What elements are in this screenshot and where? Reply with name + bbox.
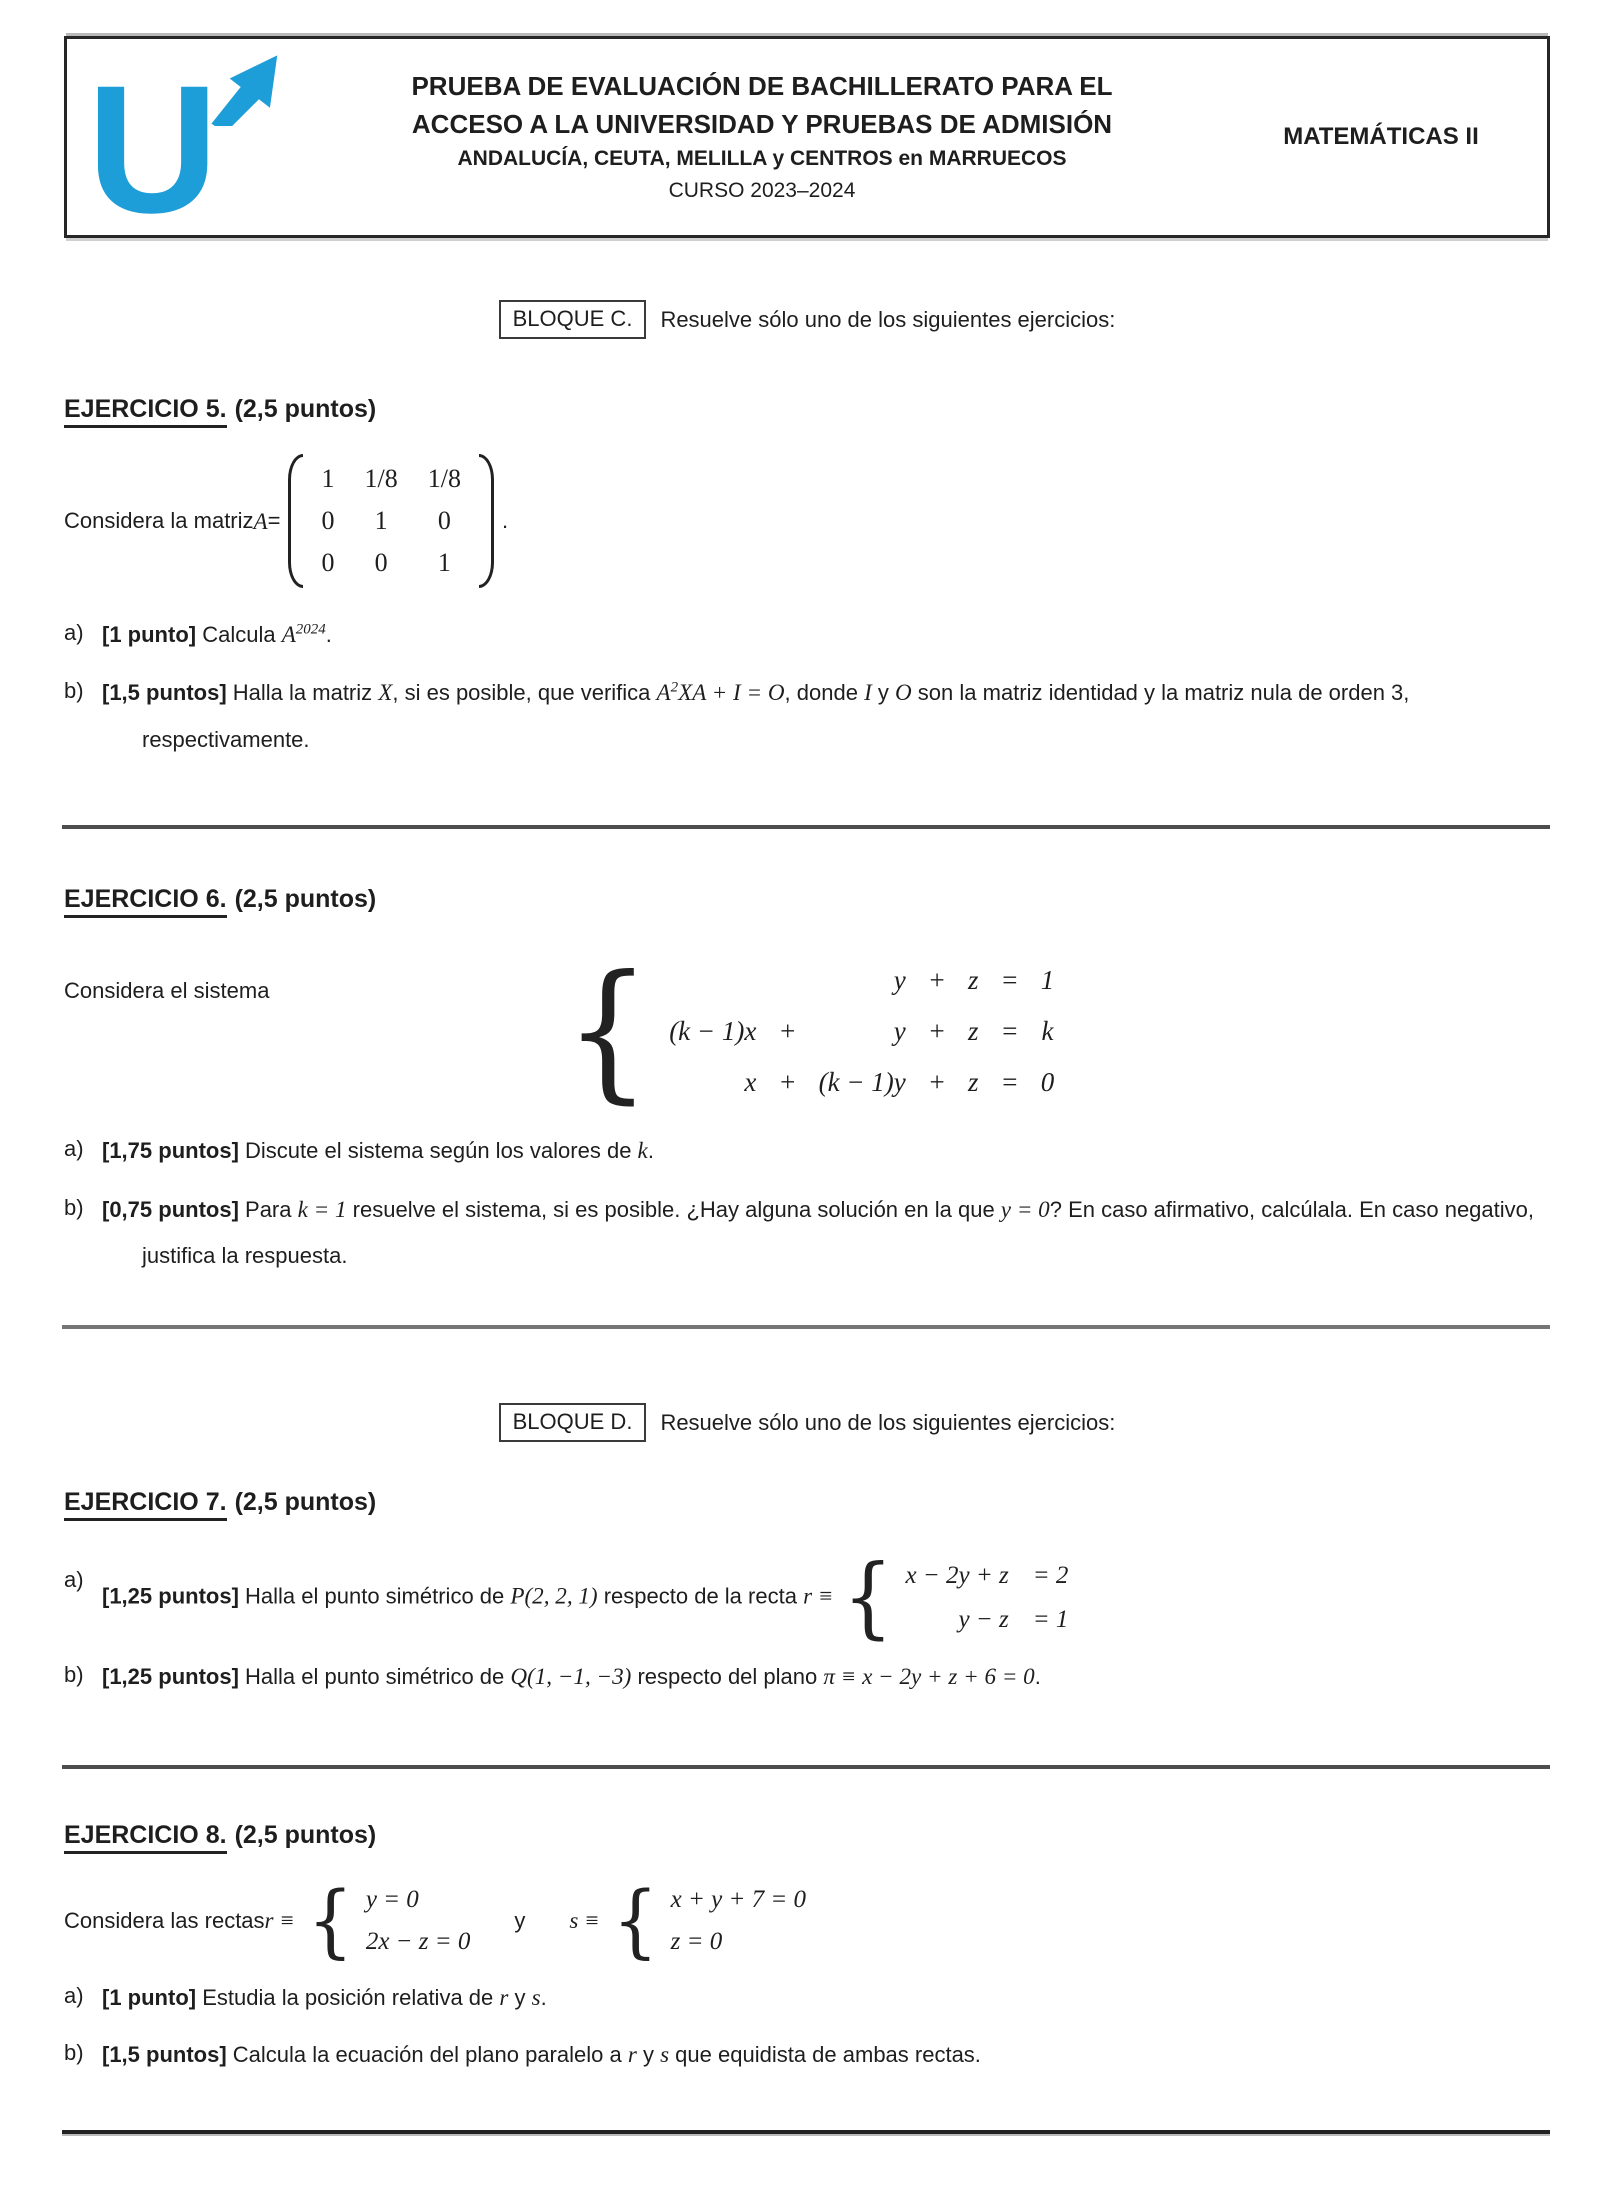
system-cell: z bbox=[968, 964, 979, 995]
item-body bbox=[102, 668, 1550, 763]
system-cell: y bbox=[893, 964, 906, 995]
statement-text: Considera el sistema bbox=[64, 978, 270, 1004]
item-text: Halla el punto simétrico de bbox=[245, 1664, 511, 1690]
math-var: r ≡ bbox=[803, 1582, 834, 1609]
item-points: [1 punto] bbox=[102, 1985, 203, 2011]
system-brace: { bbox=[612, 1873, 659, 1967]
system-grid bbox=[906, 1562, 1069, 1633]
exercise-8-item-b bbox=[64, 2030, 1550, 2078]
math-var: r bbox=[627, 2040, 637, 2067]
math-var: k bbox=[637, 1137, 648, 1164]
math-expression: XA + I = O bbox=[678, 679, 785, 706]
exercise-6-item-a bbox=[64, 1126, 1550, 1174]
matrix-cell: 1 bbox=[437, 548, 451, 577]
item-body bbox=[102, 1126, 1550, 1174]
system-cell: (k − 1)y bbox=[818, 1066, 906, 1097]
item-text: Estudia la posición relativa de bbox=[202, 1985, 500, 2011]
bloque-c-instruction: Resuelve sólo uno de los siguientes ejercicios: bbox=[660, 306, 1116, 332]
line-r-system bbox=[840, 1545, 1069, 1649]
matrix-cell: 0 bbox=[437, 506, 451, 535]
system-grid bbox=[671, 1886, 806, 1955]
item-text: . bbox=[647, 1138, 654, 1164]
item-points: [1,25 puntos] bbox=[102, 1664, 246, 1690]
exercise-8-item-a bbox=[64, 1973, 1550, 2021]
matrix-cell: 1/8 bbox=[427, 464, 461, 493]
math-var: s bbox=[531, 1984, 541, 2011]
logo-u-letter: U bbox=[87, 47, 215, 251]
system-cell: 2x − z = 0 bbox=[365, 1927, 471, 1955]
math-var: X bbox=[378, 679, 393, 706]
system-cell: z bbox=[968, 1066, 979, 1097]
item-label: a) bbox=[64, 1567, 84, 1593]
item-points: [1,75 puntos] bbox=[102, 1138, 246, 1164]
matrix-grid bbox=[303, 454, 478, 588]
exam-title-line-3: ANDALUCÍA, CEUTA, MELILLA y CENTROS en MARRUECOS bbox=[457, 147, 1067, 171]
item-text: . bbox=[1034, 1664, 1041, 1690]
system-grid bbox=[669, 965, 1054, 1098]
exercise-7-heading bbox=[64, 1488, 1550, 1517]
exercise-8-points: (2,5 puntos) bbox=[234, 1820, 377, 1849]
item-text: respecto de la recta bbox=[597, 1583, 804, 1609]
system-cell: z bbox=[968, 1015, 979, 1046]
item-points: [1,25 puntos] bbox=[102, 1583, 246, 1609]
item-body bbox=[102, 1185, 1550, 1280]
item-text: , si es posible, que verifica bbox=[392, 680, 657, 706]
item-text: ? En caso afirmativo, calcúlala. En caso negativo, justifica la respuesta. bbox=[142, 1196, 1534, 1269]
bloque-c-line bbox=[64, 300, 1550, 339]
math-exponent: 2 bbox=[670, 680, 679, 697]
exercise-6-title: EJERCICIO 6. bbox=[64, 885, 227, 918]
university-logo bbox=[81, 46, 293, 251]
exercise-6-item-b bbox=[64, 1185, 1550, 1280]
logo-arrow-icon bbox=[209, 48, 287, 126]
exercise-7-points: (2,5 puntos) bbox=[234, 1488, 377, 1517]
matrix-paren-left bbox=[288, 454, 303, 588]
exercise-6-statement bbox=[64, 944, 1550, 1119]
exam-title-line-1: PRUEBA DE EVALUACIÓN DE BACHILLERATO PARA EL bbox=[411, 70, 1113, 101]
system-brace: { bbox=[564, 944, 651, 1119]
math-var: s bbox=[660, 2040, 670, 2067]
exercise-7-item-a bbox=[64, 1545, 1550, 1649]
system-cell: y − z bbox=[958, 1605, 1009, 1633]
item-body bbox=[102, 1973, 1550, 2021]
exercise-5-title: EJERCICIO 5. bbox=[64, 395, 227, 428]
conjunction-text: y bbox=[514, 1907, 526, 1933]
statement-text: Considera las rectas bbox=[64, 1907, 265, 1933]
item-text: Halla el punto simétrico de bbox=[245, 1583, 511, 1609]
statement-text: Considera la matriz bbox=[64, 508, 254, 533]
math-var: r bbox=[499, 1984, 509, 2011]
item-body bbox=[102, 1545, 1550, 1649]
item-label: b) bbox=[64, 1194, 84, 1220]
exercise-8-heading bbox=[64, 1821, 1550, 1850]
math-var: r ≡ bbox=[264, 1907, 295, 1934]
item-label: a) bbox=[64, 1136, 84, 1162]
system-cell: 0 bbox=[1040, 1066, 1055, 1097]
matrix-a bbox=[288, 454, 493, 588]
exercise-8-title: EJERCICIO 8. bbox=[64, 1821, 227, 1854]
math-var: s ≡ bbox=[569, 1907, 600, 1934]
system-cell: + bbox=[927, 964, 946, 995]
item-text: y bbox=[871, 680, 895, 706]
system-cell: + bbox=[927, 1066, 946, 1097]
exercise-7-item-b bbox=[64, 1652, 1550, 1700]
exercise-6-points: (2,5 puntos) bbox=[234, 885, 377, 914]
item-text: , donde bbox=[784, 680, 865, 706]
line-r-system bbox=[305, 1873, 471, 1967]
system-cell: = 1 bbox=[1032, 1605, 1069, 1633]
item-label: b) bbox=[64, 678, 84, 704]
math-var: O bbox=[895, 679, 912, 706]
exercise-7-title: EJERCICIO 7. bbox=[64, 1488, 227, 1521]
math-expression: y = 0 bbox=[1000, 1195, 1050, 1222]
system-cell: = 2 bbox=[1032, 1562, 1069, 1590]
system-cell: z = 0 bbox=[670, 1927, 723, 1955]
system-cell: = bbox=[1000, 1015, 1019, 1046]
item-text: . bbox=[540, 1985, 547, 2011]
exam-title-line-2: ACCESO A LA UNIVERSIDAD Y PRUEBAS DE ADMISIÓN bbox=[411, 108, 1113, 139]
item-points: [1,5 puntos] bbox=[102, 680, 233, 706]
page-bottom-rule bbox=[62, 2130, 1550, 2134]
item-text: y bbox=[636, 2041, 661, 2067]
item-text: . bbox=[325, 622, 332, 647]
item-text: son la matriz identidad y la matriz nula de orden 3, respectivamente. bbox=[142, 680, 1410, 752]
item-text: Halla la matriz bbox=[232, 680, 379, 706]
exercise-6-heading bbox=[64, 885, 1550, 914]
item-text: Calcula la ecuación del plano paralelo a bbox=[232, 2041, 628, 2067]
system-brace: { bbox=[307, 1873, 354, 1967]
matrix-cell: 1 bbox=[321, 464, 335, 493]
system-cell: y = 0 bbox=[365, 1886, 419, 1914]
math-expression: π ≡ x − 2y + z + 6 = 0 bbox=[823, 1663, 1035, 1690]
math-base: A bbox=[281, 621, 296, 647]
system-cell: 1 bbox=[1040, 964, 1055, 995]
item-label: b) bbox=[64, 2039, 84, 2065]
item-text: y bbox=[508, 1985, 532, 2011]
math-base: A bbox=[656, 679, 671, 706]
matrix-cell: 1 bbox=[374, 506, 388, 535]
system-cell: k bbox=[1041, 1015, 1054, 1046]
system-cell: x bbox=[744, 1066, 757, 1097]
math-exponent: 2024 bbox=[295, 621, 326, 638]
system-cell: = bbox=[1000, 1066, 1019, 1097]
system-cell: (k − 1)x bbox=[669, 1015, 757, 1046]
exam-title-block bbox=[293, 68, 1241, 206]
system-cell: + bbox=[778, 1015, 797, 1046]
subject-title: MATEMÁTICAS II bbox=[1283, 123, 1479, 150]
bloque-d-instruction: Resuelve sólo uno de los siguientes ejercicios: bbox=[660, 1409, 1116, 1435]
math-point: Q(1, −1, −3) bbox=[510, 1663, 632, 1690]
item-text: Discute el sistema según los valores de bbox=[245, 1138, 638, 1164]
section-divider bbox=[62, 1765, 1550, 1769]
system-cell: = bbox=[1000, 964, 1019, 995]
system-cell: x − 2y + z bbox=[905, 1562, 1009, 1590]
matrix-variable: A bbox=[253, 507, 268, 534]
matrix-cell: 0 bbox=[321, 506, 335, 535]
math-point: P(2, 2, 1) bbox=[510, 1582, 598, 1609]
equals-sign: = bbox=[267, 508, 281, 533]
item-body bbox=[102, 1652, 1550, 1700]
matrix-cell: 0 bbox=[321, 548, 335, 577]
item-body bbox=[102, 610, 1550, 658]
item-text: resuelve el sistema, si es posible. ¿Hay alguna solución en la que bbox=[346, 1196, 1001, 1222]
system-cell: x + y + 7 = 0 bbox=[670, 1886, 806, 1914]
math-expression: k = 1 bbox=[297, 1195, 347, 1222]
item-points: [1,5 puntos] bbox=[102, 2041, 233, 2067]
exercise-5-heading bbox=[64, 395, 1550, 424]
item-label: a) bbox=[64, 1983, 84, 2009]
bloque-d-line bbox=[64, 1403, 1550, 1442]
item-label: a) bbox=[64, 620, 84, 645]
system-grid bbox=[366, 1886, 471, 1955]
item-text: Calcula bbox=[202, 622, 282, 647]
system-cell: y bbox=[893, 1015, 906, 1046]
item-text: que equidista de ambas rectas. bbox=[669, 2041, 981, 2067]
equation-system bbox=[560, 944, 1055, 1119]
item-text: respecto del plano bbox=[631, 1664, 824, 1690]
exam-title-line-4: CURSO 2023–2024 bbox=[668, 178, 856, 202]
bloque-c-label: BLOQUE C. bbox=[499, 300, 647, 339]
item-text: Para bbox=[245, 1196, 298, 1222]
statement-period: . bbox=[501, 508, 509, 533]
matrix-cell: 0 bbox=[374, 548, 388, 577]
item-points: [0,75 puntos] bbox=[102, 1196, 246, 1222]
item-body bbox=[102, 2030, 1550, 2078]
system-cell: + bbox=[927, 1015, 946, 1046]
exercise-5-points: (2,5 puntos) bbox=[234, 395, 377, 423]
system-brace: { bbox=[842, 1545, 893, 1649]
exercise-8-statement bbox=[64, 1873, 1550, 1967]
header bbox=[64, 36, 1550, 251]
line-s-system bbox=[610, 1873, 806, 1967]
section-divider bbox=[62, 825, 1550, 829]
exercise-5-item-a bbox=[64, 610, 1550, 658]
section-divider bbox=[62, 1325, 1550, 1329]
system-cell: + bbox=[778, 1066, 797, 1097]
matrix-cell: 1/8 bbox=[364, 464, 398, 493]
item-label: b) bbox=[64, 1662, 84, 1688]
exercise-5-item-b bbox=[64, 668, 1550, 763]
matrix-paren-right bbox=[479, 454, 494, 588]
math-var: I bbox=[864, 679, 872, 706]
exercise-5-statement bbox=[64, 454, 1550, 588]
bloque-d-label: BLOQUE D. bbox=[499, 1403, 647, 1442]
item-points: [1 punto] bbox=[102, 622, 203, 647]
